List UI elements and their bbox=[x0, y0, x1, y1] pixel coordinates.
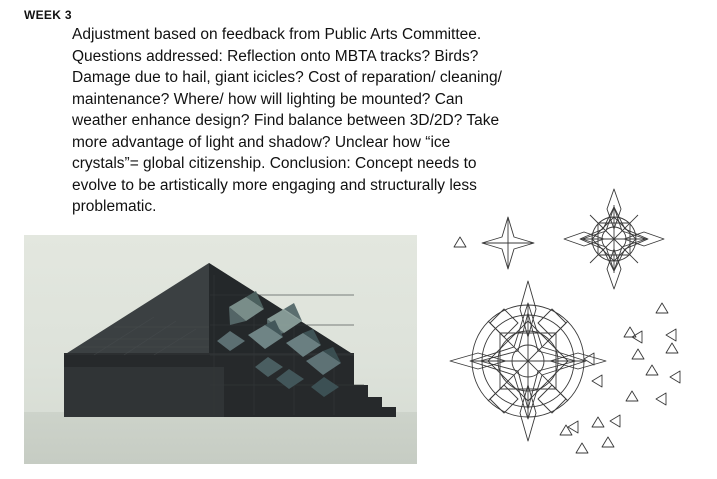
render-building bbox=[24, 235, 417, 464]
architectural-render-image bbox=[24, 235, 417, 464]
crystal-pattern-diagram bbox=[430, 185, 700, 470]
body-paragraph: Adjustment based on feedback from Public Arts Committee. Questions addressed: Reflection onto MBTA tracks? Birds? Damage due to hail, giant icicles? Cost of reparation/ cleaning/ maintenance? Where/ how will lighting be mounted? Can weather enhance design? Find balance between 3D/2D? Take more advantage of light and shadow? Unclear how “ice crystals”= global citizenship. Conclusion: Concept needs to evolve to be artistically more engaging and structurally less problematic. bbox=[72, 26, 507, 215]
star-cluster-top bbox=[564, 189, 664, 289]
diagram-svg bbox=[430, 185, 700, 470]
star-cluster-bottom bbox=[450, 281, 606, 441]
star-single bbox=[482, 217, 534, 269]
page-title: WEEK 3 bbox=[24, 8, 72, 22]
triangle-markers bbox=[560, 303, 680, 453]
